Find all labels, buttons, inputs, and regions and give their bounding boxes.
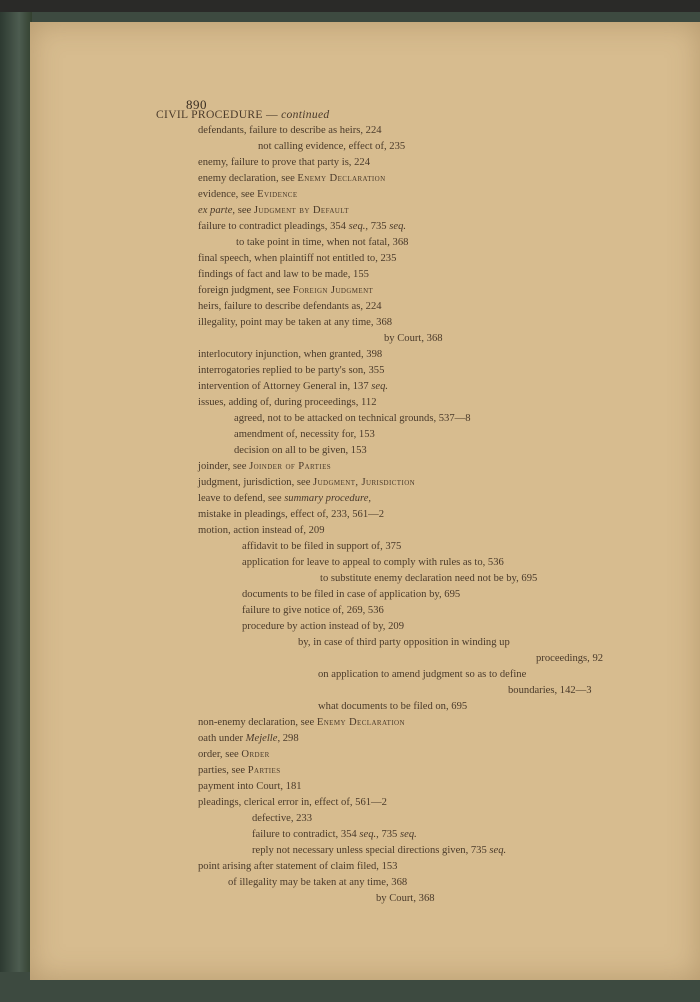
section-heading: [156, 108, 330, 121]
index-subentry: [320, 572, 537, 585]
entry-text: procedure by action instead of by, 209: [242, 621, 404, 632]
index-subentry: [258, 140, 405, 153]
entry-text: oath under: [198, 733, 246, 744]
cross-reference: Evidence: [257, 189, 298, 200]
entry-text: failure to contradict pleadings, 354: [198, 221, 349, 232]
index-subentry: [252, 828, 417, 841]
index-subentry: [236, 236, 408, 249]
cross-reference: Judgment by Default: [253, 205, 349, 216]
index-entry: [198, 508, 384, 521]
entry-text: amendment of, necessity for, 153: [234, 429, 375, 440]
entry-text: intervention of Attorney General in, 137: [198, 381, 372, 392]
index-entry: [198, 396, 377, 409]
index-entry: [198, 764, 281, 777]
entry-text: non-enemy declaration, see: [198, 717, 317, 728]
entry-text: final speech, when plaintiff not entitled to, 235: [198, 253, 397, 264]
index-subentry: [242, 556, 504, 569]
entry-text: boundaries, 142—3: [508, 685, 592, 696]
entry-text: mistake in pleadings, effect of, 233, 561—2: [198, 509, 385, 520]
entry-text: findings of fact and law to be made, 155: [198, 269, 369, 280]
index-entry: [198, 796, 387, 809]
entry-text: application for leave to appeal to comply with rules as to, 536: [242, 557, 504, 568]
index-entry: [198, 220, 406, 233]
entry-text: by, in case of third party opposition in winding up: [298, 637, 510, 648]
index-entry: [198, 716, 405, 729]
index-subentry: [228, 876, 407, 889]
entry-text: by Court, 368: [376, 893, 435, 904]
index-subentry: [234, 412, 471, 425]
index-entry: [198, 188, 298, 201]
index-entry: [198, 860, 397, 873]
entry-text: of illegality may be taken at any time, 368: [228, 877, 408, 888]
index-subentry: [242, 620, 404, 633]
entry-text: heirs, failure to describe defendants as, 224: [198, 301, 382, 312]
entry-text: not calling evidence, effect of, 235: [258, 141, 406, 152]
cross-reference: Foreign Judgment: [292, 285, 374, 296]
entry-text: , 735: [376, 829, 400, 840]
entry-text: documents to be filed in case of application by, 695: [242, 589, 461, 600]
entry-text: order, see: [198, 749, 242, 760]
index-subentry: [384, 332, 443, 345]
entry-text: interlocutory injunction, when granted, 398: [198, 349, 383, 360]
entry-italic: seq.: [371, 381, 389, 392]
index-entry: [198, 316, 392, 329]
index-entry: [198, 748, 270, 761]
heading-continued: continued: [281, 108, 330, 121]
index-entry: [198, 204, 349, 217]
entry-text: joinder, see: [198, 461, 250, 472]
book-spine-edge: [0, 12, 32, 972]
entry-italic: ex parte: [198, 205, 233, 216]
entry-italic: seq.: [400, 829, 417, 840]
entry-text: foreign judgment, see: [198, 285, 293, 296]
index-entry: [198, 460, 331, 473]
entry-text: to substitute enemy declaration need not be by, 695: [320, 573, 538, 584]
entry-text: point arising after statement of claim filed, 153: [198, 861, 398, 872]
entry-text: enemy declaration, see: [198, 173, 298, 184]
index-subentry: [234, 444, 367, 457]
entry-text: interrogatories replied to be party's son, 355: [198, 365, 385, 376]
entry-text: leave to defend, see: [198, 493, 285, 504]
entry-italic: seq.: [389, 221, 407, 232]
index-entry: [198, 172, 386, 185]
entry-text: enemy, failure to prove that party is, 224: [198, 157, 370, 168]
index-entry: [198, 268, 369, 281]
index-entry: [198, 780, 302, 793]
index-subentry: [252, 844, 506, 857]
cross-reference: Enemy Declaration: [316, 717, 405, 728]
index-subentry: [376, 892, 435, 905]
index-subentry: [318, 668, 526, 681]
entry-italic: seq.: [489, 845, 507, 856]
entry-text: parties, see: [198, 765, 248, 776]
index-entry: [198, 348, 382, 361]
cross-reference: Order: [241, 749, 270, 760]
index-entry: [198, 156, 370, 169]
entry-text: decision on all to be given, 153: [234, 445, 367, 456]
entry-text: motion, action instead of, 209: [198, 525, 325, 536]
entry-italic: seq.: [359, 829, 377, 840]
index-entry: [198, 524, 325, 537]
entry-text: , 298: [277, 733, 299, 744]
entry-italic: seq.: [348, 221, 366, 232]
index-subentry: [298, 636, 510, 649]
entry-text: payment into Court, 181: [198, 781, 302, 792]
entry-text: proceedings, 92: [536, 653, 604, 664]
entry-text: , 735: [365, 221, 390, 232]
heading-title: CIVIL PROCEDURE: [156, 108, 263, 121]
index-subentry: [234, 428, 375, 441]
entry-text: evidence, see: [198, 189, 258, 200]
cross-reference: Parties: [247, 765, 281, 776]
entry-text: failure to contradict, 354: [252, 829, 360, 840]
index-continuation: [536, 652, 603, 665]
entry-text: , see: [232, 205, 254, 216]
index-subentry: [242, 588, 460, 601]
page-number: 890: [186, 97, 207, 112]
entry-text: to take point in time, when not fatal, 368: [236, 237, 409, 248]
cross-reference: Judgment, Jurisdiction: [313, 477, 416, 488]
entry-text: illegality, point may be taken at any time, 368: [198, 317, 393, 328]
index-entry: [198, 732, 299, 745]
entry-italic: Mejelle: [245, 733, 278, 744]
entry-text: reply not necessary unless special directions given, 735: [252, 845, 490, 856]
index-entry: [198, 252, 396, 265]
entry-text: affidavit to be filed in support of, 375: [242, 541, 402, 552]
entry-italic: summary procedure,: [284, 493, 372, 504]
index-subentry: [318, 700, 467, 713]
index-entry: [198, 492, 371, 505]
entry-text: judgment, jurisdiction, see: [198, 477, 314, 488]
heading-dash: —: [262, 108, 282, 121]
index-entry: [198, 364, 384, 377]
index-entry: [198, 300, 382, 313]
index-entry: [198, 124, 382, 137]
index-subentry: [252, 812, 312, 825]
cross-reference: Enemy Declaration: [297, 173, 386, 184]
entry-text: by Court, 368: [384, 333, 443, 344]
entry-text: agreed, not to be attacked on technical grounds, 537—8: [234, 413, 471, 424]
index-entry: [198, 284, 373, 297]
entry-text: issues, adding of, during proceedings, 112: [198, 397, 377, 408]
entry-text: defendants, failure to describe as heirs, 224: [198, 125, 382, 136]
entry-text: failure to give notice of, 269, 536: [242, 605, 384, 616]
book-page: [30, 22, 700, 980]
index-subentry: [242, 540, 401, 553]
cross-reference: Joinder of Parties: [249, 461, 332, 472]
entry-text: on application to amend judgment so as to define: [318, 669, 527, 680]
index-subentry: [242, 604, 384, 617]
index-continuation: [508, 684, 592, 697]
entry-text: pleadings, clerical error in, effect of, 561—2: [198, 797, 387, 808]
entry-text: defective, 233: [252, 813, 313, 824]
index-entry: [198, 380, 388, 393]
index-entry: [198, 476, 415, 489]
entry-text: what documents to be filed on, 695: [318, 701, 468, 712]
